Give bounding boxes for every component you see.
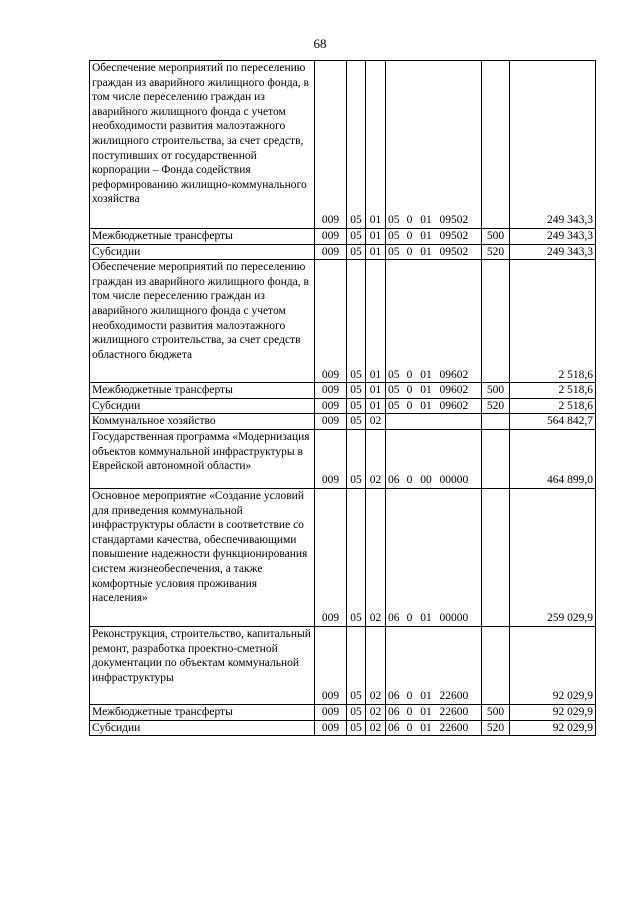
event-code-cell: 01 [417,720,436,736]
subprogram-code-cell: 0 [403,488,417,626]
expense-type-cell [482,488,510,626]
row-name-cell: Обеспечение мероприятий по переселению граждан из аварийного жилищного фонда, в том числе переселению граждан из аварийного жилищного фонда с учетом необходимости развития малоэтажного жилищного строительства, за счет средств областного бюджета [90,260,315,383]
ved-code-cell: 009 [315,244,347,260]
event-code-cell: 01 [417,260,436,383]
sum-cell: 464 899,0 [510,429,596,488]
subprogram-code-cell: 0 [403,626,417,704]
ved-code-cell: 009 [315,704,347,720]
subprogram-code-cell: 0 [403,229,417,245]
sum-cell: 249 343,3 [510,244,596,260]
subsection-code-cell: 02 [366,429,386,488]
table-row [90,383,596,399]
direction-code-cell: 00000 [436,488,482,626]
subsection-code-cell: 02 [366,626,386,704]
event-code-cell: 01 [417,244,436,260]
sum-cell: 2 518,6 [510,260,596,383]
table-row [90,720,596,736]
subsection-code-cell: 01 [366,398,386,414]
direction-code-cell: 09502 [436,229,482,245]
event-code-cell: 01 [417,229,436,245]
subprogram-code-cell: 0 [403,244,417,260]
ved-code-cell: 009 [315,260,347,383]
expense-type-cell [482,429,510,488]
direction-code-cell: 09602 [436,398,482,414]
ved-code-cell: 009 [315,229,347,245]
expense-type-cell: 520 [482,244,510,260]
sum-cell: 564 842,7 [510,414,596,430]
expense-type-cell: 520 [482,398,510,414]
direction-code-cell: 09602 [436,383,482,399]
direction-code-cell: 22600 [436,704,482,720]
event-code-cell [417,414,436,430]
direction-code-cell: 09502 [436,244,482,260]
program-code-cell: 05 [386,61,403,229]
program-code-cell: 06 [386,429,403,488]
sum-cell: 2 518,6 [510,383,596,399]
sum-cell: 92 029,9 [510,626,596,704]
expense-type-cell [482,260,510,383]
row-name-cell: Реконструкция, строительство, капитальный ремонт, разработка проектно-сметной документации по объектам коммунальной инфраструктуры [90,626,315,704]
section-code-cell: 05 [347,61,366,229]
ved-code-cell: 009 [315,626,347,704]
program-code-cell: 05 [386,229,403,245]
event-code-cell: 01 [417,61,436,229]
row-name-cell: Государственная программа «Модернизация объектов коммунальной инфраструктуры в Еврейской автономной области» [90,429,315,488]
section-code-cell: 05 [347,626,366,704]
event-code-cell: 01 [417,398,436,414]
subprogram-code-cell: 0 [403,720,417,736]
section-code-cell: 05 [347,704,366,720]
subprogram-code-cell [403,414,417,430]
ved-code-cell: 009 [315,429,347,488]
subsection-code-cell: 01 [366,260,386,383]
event-code-cell: 01 [417,704,436,720]
event-code-cell: 01 [417,383,436,399]
ved-code-cell: 009 [315,720,347,736]
program-code-cell: 06 [386,626,403,704]
expense-type-cell: 500 [482,383,510,399]
table-row [90,244,596,260]
event-code-cell: 00 [417,429,436,488]
subsection-code-cell: 01 [366,229,386,245]
expense-type-cell: 520 [482,720,510,736]
budget-table [89,60,596,736]
row-name-cell: Основное мероприятие «Создание условий для приведения коммунальной инфраструктуры области в соответствие со стандартами качества, обеспечивающими повышение надежности функционирования систем жизнеобеспечения, а также комфортные условия проживания населения» [90,488,315,626]
section-code-cell: 05 [347,414,366,430]
program-code-cell: 05 [386,244,403,260]
expense-type-cell: 500 [482,704,510,720]
section-code-cell: 05 [347,720,366,736]
expense-type-cell [482,626,510,704]
subsection-code-cell: 02 [366,488,386,626]
row-name-cell: Субсидии [90,720,315,736]
table-row [90,704,596,720]
section-code-cell: 05 [347,229,366,245]
table-row [90,260,596,383]
ved-code-cell: 009 [315,61,347,229]
table-row [90,626,596,704]
section-code-cell: 05 [347,429,366,488]
ved-code-cell: 009 [315,414,347,430]
row-name-cell: Межбюджетные трансферты [90,704,315,720]
program-code-cell: 05 [386,398,403,414]
table-row [90,61,596,229]
section-code-cell: 05 [347,488,366,626]
program-code-cell: 05 [386,260,403,383]
section-code-cell: 05 [347,398,366,414]
table-row [90,229,596,245]
direction-code-cell [436,414,482,430]
subsection-code-cell: 02 [366,720,386,736]
expense-type-cell [482,61,510,229]
direction-code-cell: 00000 [436,429,482,488]
direction-code-cell: 09502 [436,61,482,229]
subsection-code-cell: 01 [366,244,386,260]
expense-type-cell: 500 [482,229,510,245]
sum-cell: 249 343,3 [510,229,596,245]
budget-table-body [90,61,596,736]
row-name-cell: Субсидии [90,244,315,260]
row-name-cell: Субсидии [90,398,315,414]
table-row [90,414,596,430]
subsection-code-cell: 02 [366,414,386,430]
subprogram-code-cell: 0 [403,383,417,399]
subprogram-code-cell: 0 [403,704,417,720]
section-code-cell: 05 [347,244,366,260]
sum-cell: 249 343,3 [510,61,596,229]
row-name-cell: Межбюджетные трансферты [90,383,315,399]
sum-cell: 2 518,6 [510,398,596,414]
table-row [90,398,596,414]
row-name-cell: Обеспечение мероприятий по переселению граждан из аварийного жилищного фонда, в том числе переселению граждан из аварийного жилищного фонда с учетом необходимости развития малоэтажного жилищного строительства, за счет средств, поступивших от государственной корпорации – Фонда содействия реформированию жилищно-коммунального хозяйства [90,61,315,229]
table-row [90,429,596,488]
subprogram-code-cell: 0 [403,260,417,383]
ved-code-cell: 009 [315,488,347,626]
event-code-cell: 01 [417,488,436,626]
section-code-cell: 05 [347,383,366,399]
page-number: 68 [313,36,327,51]
subsection-code-cell: 01 [366,383,386,399]
sum-cell: 92 029,9 [510,720,596,736]
table-row [90,488,596,626]
sum-cell: 92 029,9 [510,704,596,720]
subsection-code-cell: 02 [366,704,386,720]
subprogram-code-cell: 0 [403,398,417,414]
sum-cell: 259 029,9 [510,488,596,626]
row-name-cell: Коммунальное хозяйство [90,414,315,430]
direction-code-cell: 09602 [436,260,482,383]
event-code-cell: 01 [417,626,436,704]
subprogram-code-cell: 0 [403,61,417,229]
subprogram-code-cell: 0 [403,429,417,488]
ved-code-cell: 009 [315,398,347,414]
program-code-cell [386,414,403,430]
program-code-cell: 06 [386,704,403,720]
direction-code-cell: 22600 [436,626,482,704]
section-code-cell: 05 [347,260,366,383]
program-code-cell: 05 [386,383,403,399]
program-code-cell: 06 [386,488,403,626]
direction-code-cell: 22600 [436,720,482,736]
ved-code-cell: 009 [315,383,347,399]
row-name-cell: Межбюджетные трансферты [90,229,315,245]
subsection-code-cell: 01 [366,61,386,229]
expense-type-cell [482,414,510,430]
program-code-cell: 06 [386,720,403,736]
